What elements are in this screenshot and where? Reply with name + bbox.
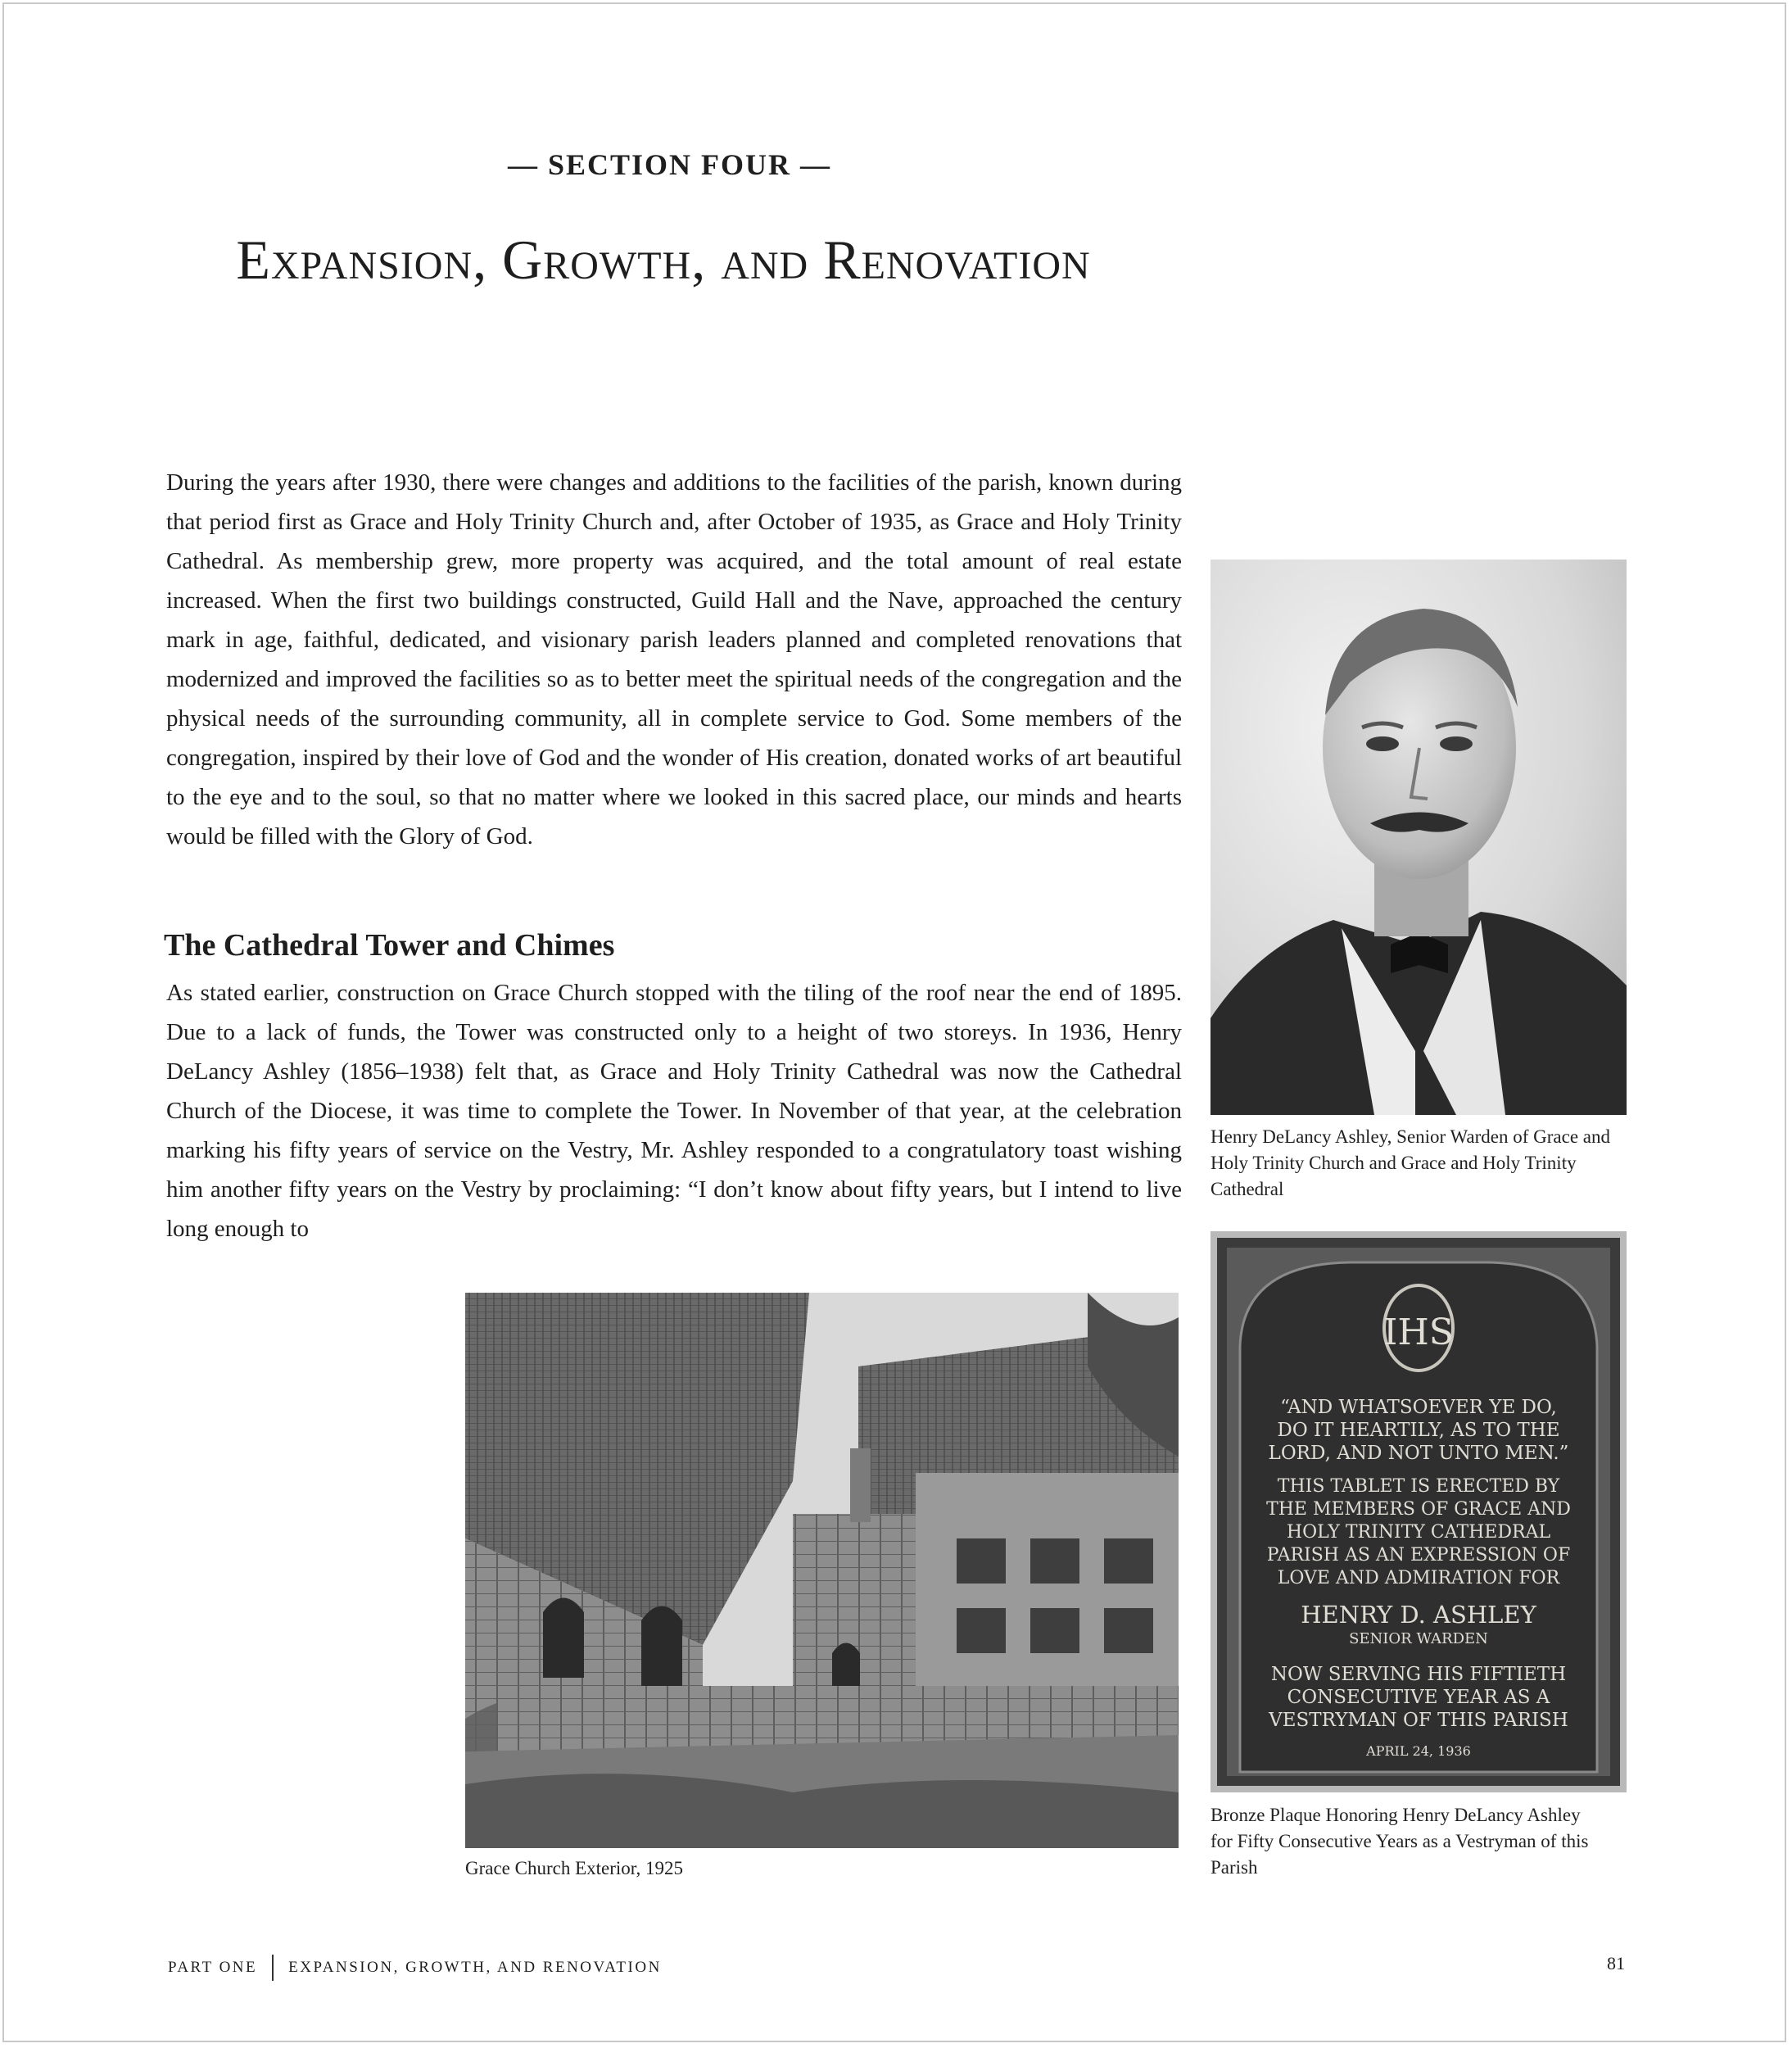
plaque-line: THIS TABLET IS ERECTED BY	[1277, 1476, 1560, 1497]
plaque-caption: Bronze Plaque Honoring Henry DeLancy Ashley for Fifty Consecutive Years as a Vestryman of this Parish	[1211, 1805, 1589, 1878]
plaque-line: HOLY TRINITY CATHEDRAL	[1286, 1522, 1551, 1543]
plaque-line: LOVE AND ADMIRATION FOR	[1277, 1568, 1560, 1588]
tower-heading: The Cathedral Tower and Chimes	[164, 928, 615, 963]
portrait-caption: Henry DeLancy Ashley, Senior Warden of Grace and Holy Trinity Church and Grace and Holy Trinity Cathedral	[1211, 1126, 1610, 1199]
page-number: 81	[1607, 1953, 1625, 1973]
church-exterior-photo	[465, 1293, 1179, 1848]
plaque-monogram: IHS	[1383, 1312, 1454, 1353]
plaque-line: THE MEMBERS OF GRACE AND	[1266, 1499, 1571, 1520]
section-title: Expansion, Growth, and Renovation	[236, 229, 1091, 291]
intro-paragraph: During the years after 1930, there were changes and additions to the facilities of the parish, known during that period first as Grace and Holy Trinity Church and, after October of 1935, as Grace and Holy Trinity Cathedral. As membership grew, more property was acquired, and the total amount of real estate increased. When the first two buildings constructed, Guild Hall and the Nave, approached the century mark in age, faithful, dedicated, and visionary parish leaders planned and completed renovations that modernized and improved the facilities so as to better meet the spiritual needs of the congregation and the physical needs of the surrounding community, all in complete service to God. Some members of the congregation, inspired by their love of God and the wonder of His creation, donated works of art beautiful to the eye and to the soul, so that no matter where we looked in this sacred place, our minds and hearts would be filled with the Glory of God.	[166, 469, 1182, 850]
footer-separator	[272, 1955, 274, 1981]
bronze-plaque-photo	[1211, 1231, 1627, 1792]
plaque-line: “AND WHATSOEVER YE DO,	[1280, 1397, 1557, 1418]
portrait-photo	[1211, 560, 1627, 1115]
plaque-line: NOW SERVING HIS FIFTIETH	[1270, 1664, 1567, 1685]
running-footer	[168, 1955, 662, 1981]
plaque-line: LORD, AND NOT UNTO MEN.”	[1268, 1443, 1569, 1464]
plaque-line: DO IT HEARTILY, AS TO THE	[1277, 1420, 1560, 1441]
footer-chapter: EXPANSION, GROWTH, AND RENOVATION	[288, 1959, 662, 1976]
plaque-line: HENRY D. ASHLEY	[1301, 1601, 1536, 1629]
section-label: — SECTION FOUR —	[507, 148, 832, 181]
plaque-line: APRIL 24, 1936	[1366, 1743, 1471, 1759]
plaque-line: SENIOR WARDEN	[1349, 1630, 1488, 1647]
plaque-line: CONSECUTIVE YEAR AS A	[1287, 1687, 1550, 1708]
footer-part: PART ONE	[168, 1959, 258, 1976]
church-caption: Grace Church Exterior, 1925	[465, 1858, 684, 1878]
tower-paragraph: As stated earlier, construction on Grace Church stopped with the tiling of the roof near the end of 1895. Due to a lack of funds, the Tower was constructed only to a height of two storeys. In 1936, Henry DeLancy Ashley (1856–1938) felt that, as Grace and Holy Trinity Cathedral was now the Cathedral Church of the Diocese, it was time to complete the Tower. In November of that year, at the celebration marking his fifty years of service on the Vestry, Mr. Ashley responded to a congratulatory toast wishing him another fifty years on the Vestry by proclaiming: “I don’t know about fifty years, but I intend to live long enough to	[166, 980, 1182, 1242]
plaque-line: PARISH AS AN EXPRESSION OF	[1266, 1545, 1571, 1565]
plaque-line: VESTRYMAN OF THIS PARISH	[1269, 1710, 1568, 1731]
